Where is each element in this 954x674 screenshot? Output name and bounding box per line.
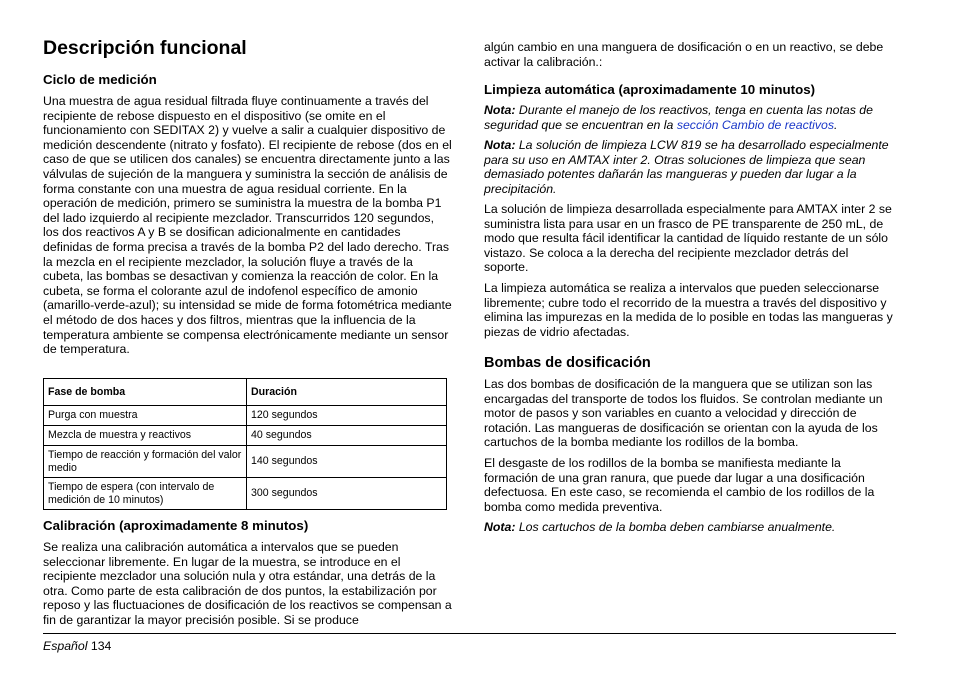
table-row	[44, 478, 447, 510]
pumps-note	[484, 520, 896, 535]
table-cell: 40 segundos	[247, 426, 447, 446]
table-cell: Mezcla de muestra y reactivos	[44, 426, 247, 446]
table-header-phase: Fase de bomba	[44, 379, 247, 406]
table-row	[44, 406, 447, 426]
table-cell: Tiempo de espera (con intervalo de medición de 10 minutos)	[44, 478, 247, 510]
calibration-body-left: Se realiza una calibración automática a intervalos que se pueden seleccionar libremente. En lugar de la muestra, se introduce en el recipiente mezclador una solución nula y otra estándar, una detrás de la otra. Como parte de esta calibración de dos puntos, la estabilización por reposo y las fluctuaciones de dosificación de los reactivos se compensan a fin de garantizar la mayor precisión posible. Si se produce	[43, 540, 452, 627]
page-footer	[43, 639, 111, 653]
table-header-duration: Duración	[247, 379, 447, 406]
measurement-cycle-body: Una muestra de agua residual filtrada fluye continuamente a través del recipiente de rebose dispuesto en el dispositivo (se omite en el funcionamiento con SEDITAX 2) y vuelve a salir a cualquier dispositivo de medición descendente (nitrato y fosfato). El recipiente de rebose (dos en el caso de que se utilicen dos canales) se encuentra directamente junto a las válvulas de sujeción de la manguera y suministra la sección de análisis de forma constante con una muestra de agua residual corriente. En la operación de medición, primero se suministra la muestra de la bomba P1 del lado izquierdo al recipiente mezclador. Transcurridos 120 segundos, los dos reactivos A y B se dosifican adicionalmente en cantidades definidas de forma precisa a través de la bomba P2 del lado derecho. Tras la mezcla en el recipiente mezclador, la solución fluye a través de la cubeta, las bombas se desactivan y comienza la reacción de color. En la cubeta, se forma el colorante azul de indofenol específico de amonio (amarillo-verde-azul); su intensidad se mide de forma fotométrica mediante el método de dos haces y dos filtros, mientras que la influencia de la temperatura ambiente se compensa electrónicamente mediante un sensor de temperatura.	[43, 94, 452, 357]
cleaning-note-1	[484, 103, 894, 132]
note-text: Los cartuchos de la bomba deben cambiarse anualmente.	[518, 520, 836, 534]
reagent-change-link[interactable]: sección Cambio de reactivos	[676, 117, 835, 132]
table-cell: 300 segundos	[247, 478, 447, 510]
pumps-title: Bombas de dosificación	[484, 355, 651, 371]
note-text: Durante el manejo de los reactivos, tenga en cuenta las notas de seguridad que se encuentran en la	[484, 103, 873, 132]
table-row	[44, 446, 447, 478]
table-row	[44, 426, 447, 446]
note-label: Nota:	[484, 520, 516, 534]
table-cell: Purga con muestra	[44, 406, 247, 426]
measurement-cycle-title: Ciclo de medición	[43, 72, 157, 87]
pump-phase-table	[43, 378, 447, 510]
pumps-paragraph-1: Las dos bombas de dosificación de la manguera que se utilizan son las encargadas del transporte de todos los fluidos. Se controlan mediante un motor de pasos y son variables en cuanto a velocidad y dirección de rotación. Las mangueras de dosificación se orientan con la ayuda de los cartuchos de la bomba mediante los rodillos de la bomba.	[484, 377, 883, 450]
calibration-body-right: algún cambio en una manguera de dosificación o en un reactivo, se debe activar la calibración.:	[484, 40, 884, 69]
table-cell: Tiempo de reacción y formación del valor medio	[44, 446, 247, 478]
calibration-title: Calibración (aproximadamente 8 minutos)	[43, 518, 309, 533]
note-label: Nota:	[484, 103, 516, 117]
cleaning-note-2	[484, 138, 894, 196]
table-cell: 140 segundos	[247, 446, 447, 478]
note-end: .	[834, 117, 838, 132]
note-text: La solución de limpieza LCW 819 se ha desarrollado especialmente para su uso en AMTAX inter 2. Otras soluciones de limpieza que sean demasiado potentes dañarán las mangueras y pueden dar lugar a la precipitación.	[484, 138, 889, 196]
page-heading: Descripción funcional	[43, 37, 247, 59]
table-header-row	[44, 379, 447, 406]
note-label: Nota:	[484, 138, 516, 152]
table-cell: 120 segundos	[247, 406, 447, 426]
cleaning-title: Limpieza automática (aproximadamente 10 minutos)	[484, 82, 816, 97]
page-number: 134	[90, 639, 112, 653]
pumps-paragraph-2: El desgaste de los rodillos de la bomba se manifiesta mediante la formación de una gran ranura, que puede dar lugar a una dosificación defectuosa. En este caso, se recomienda el cambio de los rodillos de la bomba como medida preventiva.	[484, 456, 875, 514]
footer-divider	[43, 633, 896, 634]
cleaning-paragraph-1: La solución de limpieza desarrollada especialmente para AMTAX inter 2 se suministra lista para usar en un frasco de PE transparente de 250 mL, de modo que resulta fácil identificar la cantidad de líquido restante de un sólo vistazo. Se coloca a la derecha del recipiente mezclador detrás del soporte.	[484, 202, 892, 275]
cleaning-paragraph-2: La limpieza automática se realiza a intervalos que pueden seleccionarse libremente; cubre todo el recorrido de la muestra a través del dispositivo y elimina las impurezas en la medida de lo posible en todas las mangueras y piezas de vidrio afectadas.	[484, 281, 893, 339]
footer-language: Español	[43, 639, 88, 653]
